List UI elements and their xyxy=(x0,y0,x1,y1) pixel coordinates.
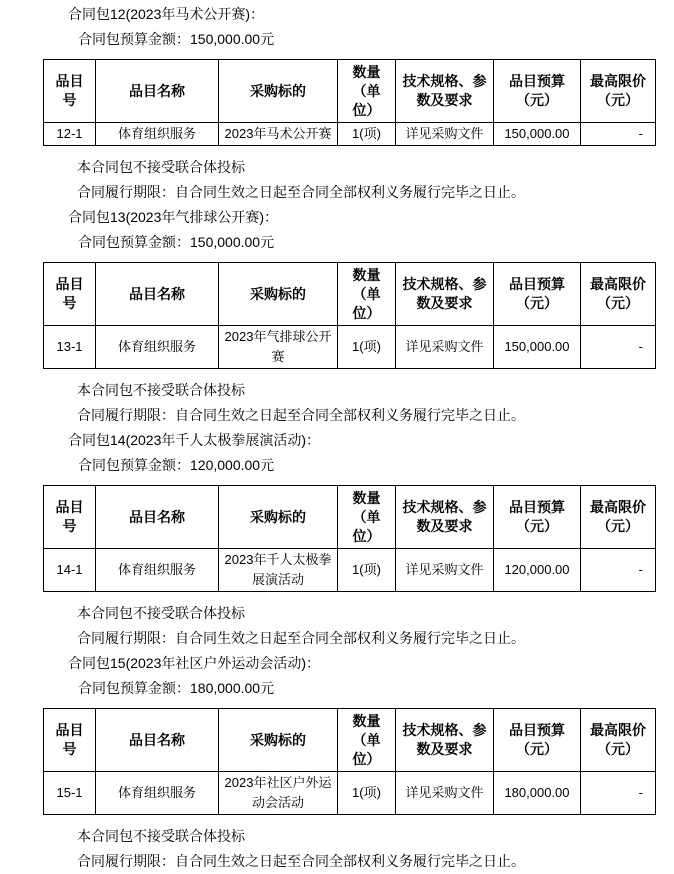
col-header-quantity-unit: 数量（单位） xyxy=(338,709,396,772)
table-row xyxy=(44,772,656,815)
col-header-tech-spec: 技术规格、参数及要求 xyxy=(396,486,494,549)
col-header-tech-spec: 技术规格、参数及要求 xyxy=(396,60,494,123)
no-consortium-note: 本合同包不接受联合体投标 xyxy=(77,159,245,175)
package-budget-amount: 180,000.00元 xyxy=(190,680,275,696)
col-header-item-no: 品目号 xyxy=(44,263,96,326)
col-header-item-name: 品目名称 xyxy=(96,486,219,549)
cell-procurement-target: 2023年社区户外运动会活动 xyxy=(219,772,338,815)
col-header-max-price: 最高限价（元） xyxy=(581,709,656,772)
cell-procurement-target: 2023年马术公开赛 xyxy=(219,123,338,146)
col-header-quantity-unit: 数量（单位） xyxy=(338,486,396,549)
no-consortium-note: 本合同包不接受联合体投标 xyxy=(77,382,245,398)
cell-procurement-target: 2023年气排球公开赛 xyxy=(219,326,338,369)
cell-max-price: - xyxy=(581,326,656,369)
package-budget-line xyxy=(0,453,674,478)
col-header-item-budget: 品目预算（元） xyxy=(494,263,581,326)
col-header-item-no: 品目号 xyxy=(44,709,96,772)
no-consortium-note: 本合同包不接受联合体投标 xyxy=(77,605,245,621)
col-header-item-no: 品目号 xyxy=(44,486,96,549)
package-budget-line xyxy=(0,230,674,255)
cell-item-budget: 150,000.00 xyxy=(494,123,581,146)
cell-item-no: 15-1 xyxy=(44,772,96,815)
col-header-max-price: 最高限价（元） xyxy=(581,263,656,326)
table-row xyxy=(44,326,656,369)
contract-package-15 xyxy=(0,651,674,874)
package-budget-amount: 120,000.00元 xyxy=(190,457,275,473)
cell-tech-spec: 详见采购文件 xyxy=(396,549,494,592)
col-header-item-budget: 品目预算（元） xyxy=(494,60,581,123)
col-header-tech-spec: 技术规格、参数及要求 xyxy=(396,709,494,772)
cell-item-budget: 180,000.00 xyxy=(494,772,581,815)
package-heading: 合同包14(2023年千人太极拳展演活动)： xyxy=(68,432,321,448)
cell-max-price: - xyxy=(581,772,656,815)
contract-package-14 xyxy=(0,428,674,651)
cell-item-no: 13-1 xyxy=(44,326,96,369)
cell-item-name: 体育组织服务 xyxy=(96,123,219,146)
cell-item-name: 体育组织服务 xyxy=(96,326,219,369)
items-table xyxy=(43,59,656,146)
col-header-item-no: 品目号 xyxy=(44,60,96,123)
package-budget-line xyxy=(0,676,674,701)
performance-period: 合同履行期限：自合同生效之日起至合同全部权利义务履行完毕之日止。 xyxy=(77,630,525,646)
package-heading: 合同包13(2023年气排球公开赛)： xyxy=(68,209,279,225)
cell-tech-spec: 详见采购文件 xyxy=(396,326,494,369)
package-budget-label: 合同包预算金额： xyxy=(78,680,190,696)
table-row xyxy=(44,123,656,146)
col-header-quantity-unit: 数量（单位） xyxy=(338,60,396,123)
performance-period: 合同履行期限：自合同生效之日起至合同全部权利义务履行完毕之日止。 xyxy=(77,184,525,200)
package-budget-label: 合同包预算金额： xyxy=(78,234,190,250)
col-header-max-price: 最高限价（元） xyxy=(581,60,656,123)
items-table xyxy=(43,485,656,592)
contract-package-12 xyxy=(0,2,674,205)
table-header-row xyxy=(44,486,656,549)
performance-period: 合同履行期限：自合同生效之日起至合同全部权利义务履行完毕之日止。 xyxy=(77,853,525,869)
items-table xyxy=(43,262,656,369)
cell-tech-spec: 详见采购文件 xyxy=(396,772,494,815)
cell-item-name: 体育组织服务 xyxy=(96,549,219,592)
cell-tech-spec: 详见采购文件 xyxy=(396,123,494,146)
items-table xyxy=(43,708,656,815)
table-header-row xyxy=(44,60,656,123)
col-header-item-name: 品目名称 xyxy=(96,60,219,123)
cell-item-budget: 120,000.00 xyxy=(494,549,581,592)
contract-package-13 xyxy=(0,205,674,428)
cell-quantity: 1(项) xyxy=(338,123,396,146)
col-header-item-budget: 品目预算（元） xyxy=(494,709,581,772)
col-header-procurement-target: 采购标的 xyxy=(219,709,338,772)
performance-period: 合同履行期限：自合同生效之日起至合同全部权利义务履行完毕之日止。 xyxy=(77,407,525,423)
cell-item-budget: 150,000.00 xyxy=(494,326,581,369)
package-budget-amount: 150,000.00元 xyxy=(190,234,275,250)
col-header-tech-spec: 技术规格、参数及要求 xyxy=(396,263,494,326)
cell-item-no: 14-1 xyxy=(44,549,96,592)
col-header-item-name: 品目名称 xyxy=(96,709,219,772)
package-budget-label: 合同包预算金额： xyxy=(78,457,190,473)
cell-procurement-target: 2023年千人太极拳展演活动 xyxy=(219,549,338,592)
package-budget-amount: 150,000.00元 xyxy=(190,31,275,47)
cell-item-name: 体育组织服务 xyxy=(96,772,219,815)
col-header-item-name: 品目名称 xyxy=(96,263,219,326)
no-consortium-note: 本合同包不接受联合体投标 xyxy=(77,828,245,844)
cell-quantity: 1(项) xyxy=(338,549,396,592)
col-header-procurement-target: 采购标的 xyxy=(219,486,338,549)
table-header-row xyxy=(44,263,656,326)
col-header-max-price: 最高限价（元） xyxy=(581,486,656,549)
package-budget-label: 合同包预算金额： xyxy=(78,31,190,47)
cell-quantity: 1(项) xyxy=(338,772,396,815)
col-header-quantity-unit: 数量（单位） xyxy=(338,263,396,326)
package-heading: 合同包15(2023年社区户外运动会活动)： xyxy=(68,655,321,671)
cell-max-price: - xyxy=(581,549,656,592)
cell-item-no: 12-1 xyxy=(44,123,96,146)
package-heading: 合同包12(2023年马术公开赛)： xyxy=(68,6,265,22)
col-header-procurement-target: 采购标的 xyxy=(219,60,338,123)
col-header-procurement-target: 采购标的 xyxy=(219,263,338,326)
cell-max-price: - xyxy=(581,123,656,146)
package-budget-line xyxy=(0,27,674,52)
table-header-row xyxy=(44,709,656,772)
cell-quantity: 1(项) xyxy=(338,326,396,369)
col-header-item-budget: 品目预算（元） xyxy=(494,486,581,549)
table-row xyxy=(44,549,656,592)
